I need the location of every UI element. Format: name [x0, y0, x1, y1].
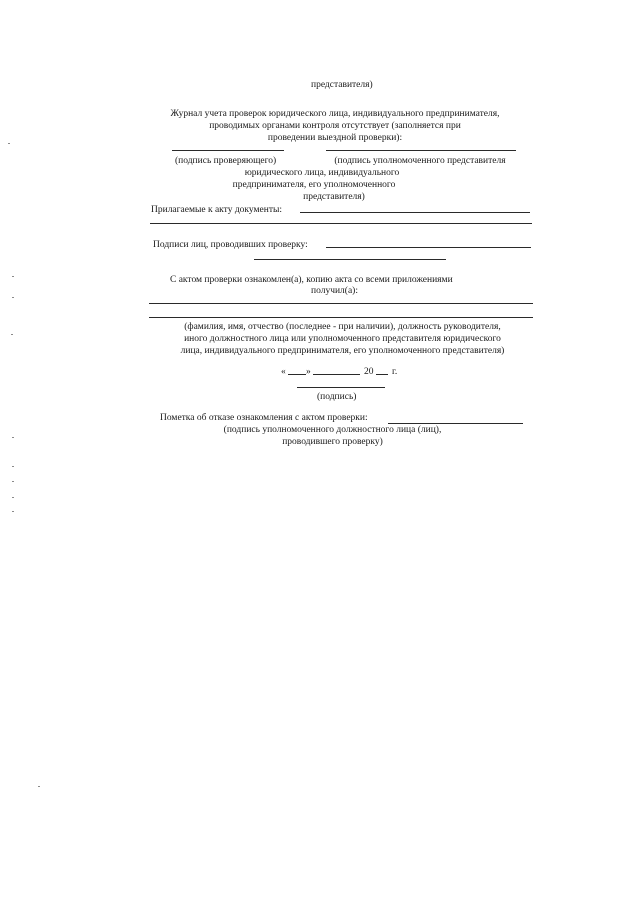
scan-speck [8, 143, 10, 144]
scan-speck [12, 297, 14, 298]
acquainted-line-2: получил(а): [311, 286, 358, 296]
inspectors-signatures-label: Подписи лиц, проводивших проверку: [153, 240, 308, 250]
signature-caption: (подпись) [317, 392, 357, 402]
inspectors-signature-line-1[interactable] [326, 247, 531, 248]
scan-speck [38, 786, 40, 787]
fio-caption-line-3: лица, индивидуального предпринимателя, его уполномоченного представителя) [180, 346, 505, 356]
refusal-caption-line-2: проводившего проверку) [282, 437, 383, 447]
date-year-prefix: 20 [364, 367, 374, 377]
representative-caption-line-1: (подпись уполномоченного представителя [334, 156, 506, 166]
date-month-line[interactable] [313, 374, 360, 375]
acquainted-line-blank-1[interactable] [149, 303, 533, 304]
date-year-line[interactable] [376, 374, 388, 375]
inspector-signature-caption: (подпись проверяющего) [175, 156, 277, 166]
signature-line[interactable] [297, 387, 385, 388]
attached-documents-line-2[interactable] [150, 223, 532, 224]
attached-documents-line-1[interactable] [300, 212, 530, 213]
fio-caption-line-2: иного должностного лица или уполномоченного представителя юридического [184, 334, 501, 344]
refusal-label: Пометка об отказе ознакомления с актом проверки: [160, 413, 368, 423]
scan-speck [12, 466, 14, 467]
journal-line-2: проводимых органами контроля отсутствует (заполняется при [209, 121, 461, 131]
scan-speck [11, 334, 13, 335]
representative-tail-text: представителя) [311, 80, 373, 90]
representative-caption-line-2: юридического лица, индивидуального [244, 168, 400, 178]
inspectors-signature-line-2[interactable] [254, 259, 446, 260]
scan-speck [12, 437, 14, 438]
date-day-line[interactable] [288, 374, 306, 375]
representative-caption-line-4: представителя) [303, 192, 365, 202]
fio-caption-line-1: (фамилия, имя, отчество (последнее - при наличии), должность руководителя, [184, 322, 501, 332]
scan-speck [12, 276, 14, 277]
acquainted-line-blank-2[interactable] [149, 317, 533, 318]
refusal-caption-line-1: (подпись уполномоченного должностного лица (лиц), [223, 425, 442, 435]
journal-line-3: проведении выездной проверки): [267, 133, 403, 143]
date-open-quote: « [281, 367, 286, 377]
attached-documents-label: Прилагаемые к акту документы: [151, 205, 282, 215]
date-year-suffix: г. [392, 367, 398, 377]
scan-speck [12, 481, 14, 482]
scan-speck [12, 511, 14, 512]
representative-caption-line-3: предпринимателя, его уполномоченного [232, 180, 396, 190]
journal-line-1: Журнал учета проверок юридического лица, индивидуального предпринимателя, [170, 109, 500, 119]
date-close-quote: » [306, 367, 311, 377]
scan-speck [12, 497, 14, 498]
representative-signature-line [326, 150, 516, 151]
acquainted-line-1: С актом проверки ознакомлен(а), копию акта со всеми приложениями [170, 275, 453, 285]
inspector-signature-line [172, 150, 284, 151]
